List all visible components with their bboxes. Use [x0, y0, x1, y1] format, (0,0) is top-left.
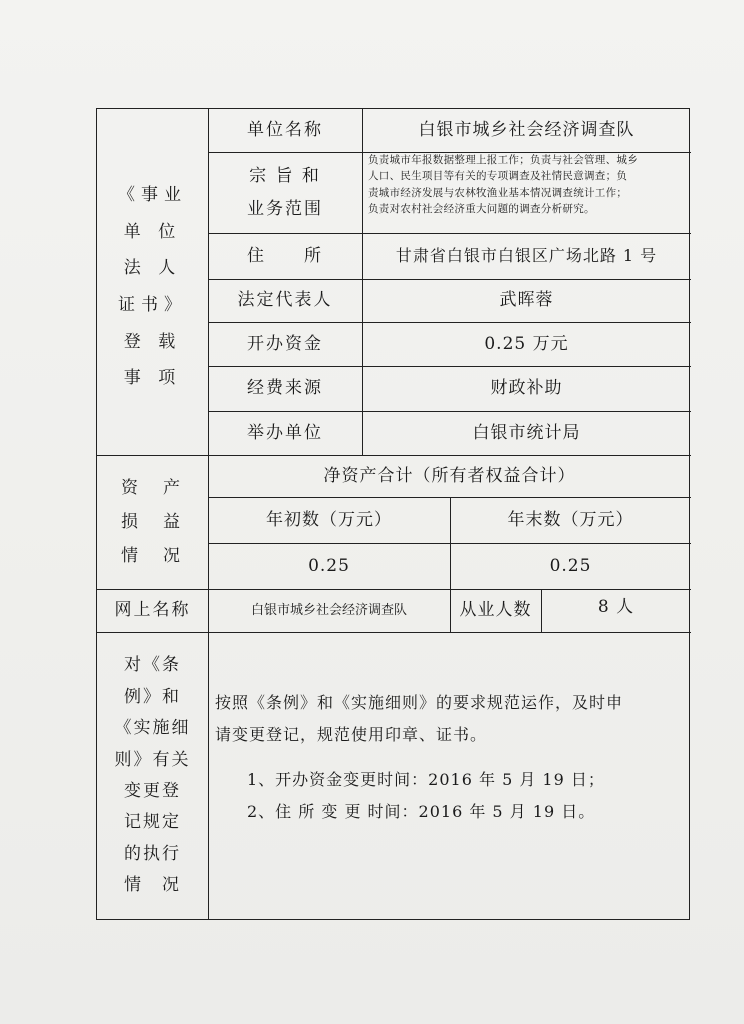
address-value: 甘肃省白银市白银区广场北路 1 号: [395, 246, 658, 266]
address-label: 住 所: [247, 245, 323, 266]
compliance-label-line: 情 况: [124, 875, 181, 896]
sponsor-unit-label: 举办单位: [247, 422, 323, 443]
assets-label-line: 损 益: [121, 512, 184, 532]
capital-value: 0.25 万元: [484, 333, 569, 354]
purpose-label-line: 宗 旨 和: [249, 166, 321, 187]
assets-label-line: 情 况: [121, 546, 184, 566]
unit-name-label: 单位名称: [247, 120, 323, 141]
purpose-label: [208, 152, 362, 233]
staff-count-label: 从业人数: [459, 600, 532, 621]
compliance-label-line: 的执行: [124, 843, 181, 864]
assets-section-label: [97, 455, 208, 589]
capital-label: 开办资金: [247, 333, 323, 354]
compliance-label-line: 变更登: [124, 781, 181, 801]
purpose-value-line: 负责对农村社会经济重大问题的调查分析研究。: [368, 202, 595, 215]
compliance-item-1: 1、开办资金变更时间：2016 年 5 月 19 日；: [247, 770, 605, 789]
net-assets-header: 净资产合计（所有者权益合计）: [323, 465, 576, 486]
purpose-value-line: 责城市经济发展与农林牧渔业基本情况调查统计工作；: [368, 186, 628, 199]
compliance-item-2: 2、住 所 变 更 时间：2016 年 5 月 19 日。: [247, 802, 596, 821]
registration-label-line: 单 位: [123, 221, 182, 242]
staff-count-value: 8 人: [597, 596, 635, 617]
funding-source-value: 财政补助: [490, 378, 563, 399]
purpose-label-line: 业务范围: [247, 198, 323, 219]
legal-representative-value: 武晖蓉: [499, 290, 554, 311]
compliance-label-line: 对《条: [124, 655, 181, 676]
online-name-value: 白银市城乡社会经济调查队: [250, 602, 407, 618]
unit-name-value: 白银市城乡社会经济调查队: [418, 120, 635, 141]
year-start-header: 年初数（万元）: [266, 509, 392, 530]
registration-label-line: 法 人: [123, 258, 182, 279]
year-end-header: 年末数（万元）: [507, 509, 634, 530]
year-start-value: 0.25: [308, 555, 350, 576]
registration-section-label: [97, 109, 208, 455]
legal-representative-label: 法定代表人: [237, 290, 333, 311]
compliance-label-line: 记规定: [124, 812, 181, 833]
purpose-value-line: 人口、民生项目等有关的专项调查及社情民意调查；负: [368, 170, 628, 183]
compliance-label-line: 例》和: [124, 686, 181, 707]
purpose-value-line: 负责城市年报数据整理上报工作；负责与社会管理、城乡: [368, 154, 638, 166]
registration-label-line: 《事业: [118, 185, 187, 206]
online-name-label: 网上名称: [114, 600, 191, 621]
compliance-text-line-2: 请变更登记，规范使用印章、证书。: [215, 725, 488, 744]
registration-form-table: [96, 108, 690, 920]
year-end-value: 0.25: [549, 555, 592, 576]
assets-label-line: 资 产: [121, 478, 184, 498]
funding-source-label: 经费来源: [247, 378, 323, 399]
purpose-value: [362, 152, 691, 233]
registration-label-line: 登 载: [123, 331, 182, 352]
sponsor-unit-value: 白银市统计局: [472, 422, 581, 443]
registration-label-line: 证书》: [118, 295, 187, 315]
compliance-section-label: [97, 632, 208, 920]
registration-label-line: 事 项: [123, 368, 182, 389]
compliance-text-line-1: 按照《条例》和《实施细则》的要求规范运作，及时申: [215, 693, 624, 712]
compliance-label-line: 《实施细: [114, 718, 191, 739]
compliance-label-line: 则》有关: [114, 749, 191, 770]
